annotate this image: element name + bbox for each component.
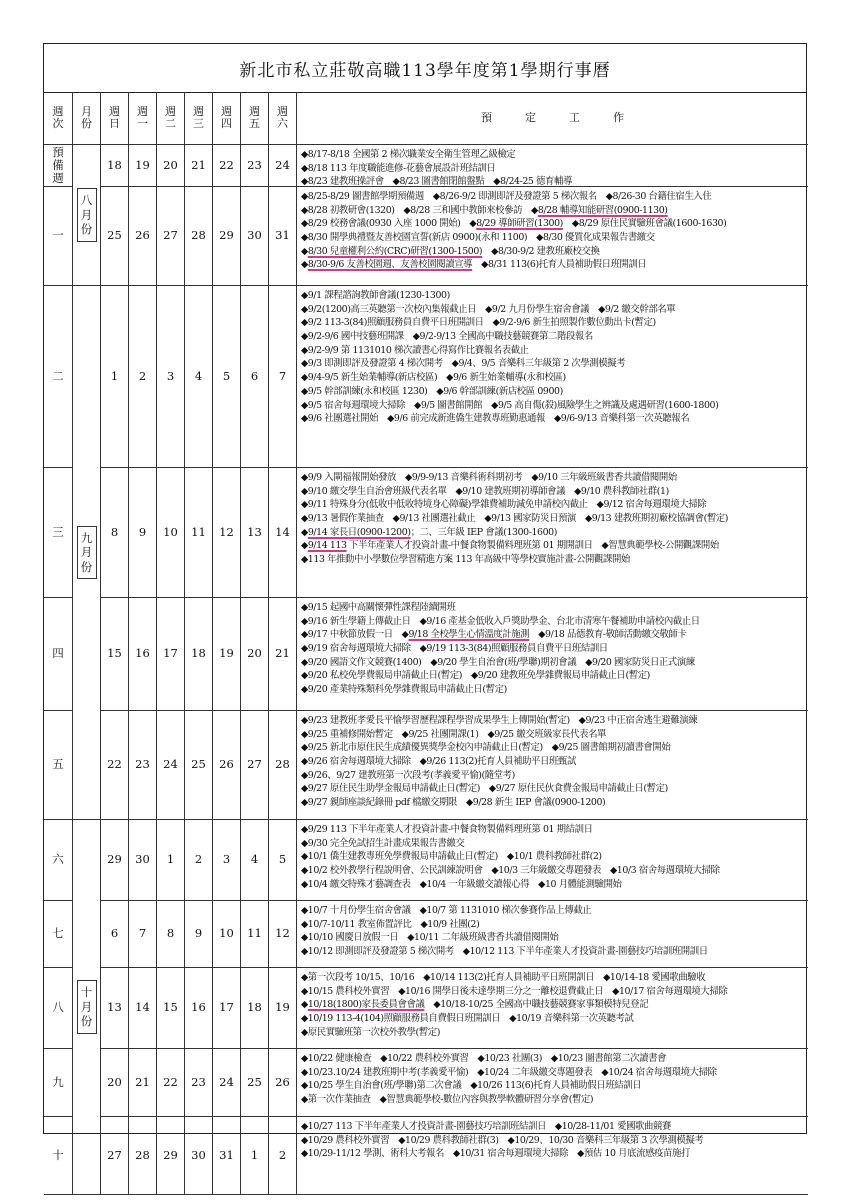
task-item: ◆第一次作業抽查 ◆智慧典範學校-數位內容與教學軟體研習分享會(暫定)	[301, 1094, 594, 1106]
task-item: ◆第一次段考 10/15、10/16 ◆10/14 113(2)托育人員補助平日班開訓日 ◆10/14-18 愛國歌曲驗收	[301, 972, 706, 983]
task-item: ◆8/23 建教班操評會 ◆8/23 圖書館閉館盤點 ◆8/24-25 德育輔導	[301, 176, 572, 187]
task-list	[297, 1049, 808, 1117]
week-number: 一	[44, 187, 73, 286]
task-item: ◆8/28 初教研會(1320) ◆8/28 三和國中教師來校參訪 ◆8/28 輔導知能研習(0900-1130)	[301, 204, 668, 216]
task-item: ◆10/19 113-4(104)照顧服務員自費假日班開訓日 ◆10/19 音樂科第一次英聽考試	[301, 1013, 634, 1025]
task-item: ◆10/25 學生自治會(班/學聯)第二次會議 ◆10/26 113(6)托育人員補助假日班結訓日	[301, 1080, 642, 1092]
task-list	[297, 711, 808, 820]
date-cell: 7	[129, 901, 157, 968]
task-item: ◆9/29 113 下半年產業人才投資計畫-中餐食物製備料理班第 01 期結訓日	[301, 824, 593, 835]
task-item: ◆9/25 重補修開始暫定 ◆9/25 社團開課(1) ◆9/25 繳交班級家長代表名單	[301, 728, 607, 740]
task-list	[297, 1117, 808, 1195]
date-cell: 19	[129, 145, 157, 187]
date-cell: 27	[241, 711, 269, 820]
task-item: ◆8/25-8/29 圖書館學期預備週 ◆8/26-9/2 即測即評及發證第 5 梯次報名 ◆8/26-30 台籍住宿生入住	[301, 191, 712, 202]
header-day: 週 日	[101, 92, 129, 145]
header-week: 週 次	[44, 92, 73, 145]
week-number: 三	[44, 468, 73, 598]
date-cell: 10	[157, 468, 185, 598]
date-cell: 19	[269, 968, 297, 1049]
date-cell: 30	[241, 187, 269, 286]
week-number: 五	[44, 711, 73, 820]
task-item: ◆9/25 新北市原住民生成績優異獎學金校內申請截止日(暫定) ◆9/25 圖書館期初讀書會開始	[301, 742, 671, 754]
task-item: ◆8/17-8/18 全國第 2 梯次職業安全衛生管理乙級檢定	[301, 149, 516, 160]
date-cell: 5	[213, 286, 241, 468]
date-cell: 25	[241, 1049, 269, 1117]
date-cell: 28	[129, 1117, 157, 1195]
task-item: ◆9/20 國語文作文競賽(1400) ◆9/20 學生自治會(班/學聯)期初會議 ◆9/20 國家防災日正式演練	[301, 656, 695, 668]
week-number: 預 備 週	[44, 145, 73, 187]
task-list	[297, 820, 808, 901]
date-cell: 17	[213, 968, 241, 1049]
date-cell: 21	[129, 1049, 157, 1117]
task-list	[297, 286, 808, 468]
date-cell: 20	[241, 598, 269, 711]
header-month: 月 份	[73, 92, 101, 145]
task-item: ◆9/6 社團選社開始 ◆9/6 前完成新進僑生建教專班勤惠通報 ◆9/6-9/13 音樂科第一次英聽報名	[301, 413, 690, 425]
header-day: 週 三	[185, 92, 213, 145]
date-cell: 28	[269, 711, 297, 820]
task-item: ◆9/14 113 下半年產業人才投資計畫-中餐食物製備料理班第 01 期開訓日 ◆智慧典範學校-公開觀課開始	[301, 540, 719, 552]
date-cell: 13	[101, 968, 129, 1049]
month-cell	[73, 286, 101, 820]
date-cell: 6	[241, 286, 269, 468]
header-day: 週 二	[157, 92, 185, 145]
page-title: 新北市私立莊敬高職113學年度第1學期行事曆	[44, 44, 806, 93]
week-number: 二	[44, 286, 73, 468]
date-cell: 7	[269, 286, 297, 468]
date-cell: 16	[129, 598, 157, 711]
task-item: ◆10/23.10/24 建教班期中考(孝義愛平愉) ◆10/24 二年級繳交專題發表 ◆10/24 宿舍每週環境大掃除	[301, 1066, 717, 1078]
date-cell: 26	[213, 711, 241, 820]
date-cell: 2	[269, 1117, 297, 1195]
task-item: ◆8/30 開學典禮暨友善校園宣誓(新店 0900)(永和 1100) ◆8/30 優質化成果報告書繳交	[301, 232, 655, 244]
date-cell: 26	[129, 187, 157, 286]
date-cell: 2	[185, 820, 213, 901]
task-item: ◆9/5 宿舍每週環境大掃除 ◆9/5 圖書館開館 ◆9/5 高自傷(殺)風險學生之辨識及處遇研習(1600-1800)	[301, 399, 719, 411]
task-item: ◆9/11 特殊身分(低收中低收特境身心障礙)學雜費補助減免申請校內截止 ◆9/12 宿舍每週環境大掃除	[301, 499, 707, 511]
date-cell: 9	[185, 901, 213, 968]
task-item: ◆9/2-9/6 國中技藝班開課 ◆9/2-9/13 全國高中職技藝競賽第二階段報名	[301, 331, 593, 343]
task-item: ◆9/17 中秋節放假一日 ◆9/18 全校學生心情溫度計施測 ◆9/18 品德教育-敬師活動繳交敬師卡	[301, 629, 687, 641]
date-cell: 3	[213, 820, 241, 901]
date-cell: 19	[213, 598, 241, 711]
task-list	[297, 187, 808, 286]
task-item: ◆8/30-9/6 友善校園週、友善校園閱讀宣導 ◆8/31 113(6)托育人員補助假日班開訓日	[301, 259, 647, 271]
task-item: ◆10/7-10/11 教室佈置評比 ◆10/9 社團(2)	[301, 918, 480, 930]
date-cell: 21	[269, 598, 297, 711]
date-cell: 17	[157, 598, 185, 711]
month-label: 九 月 份	[77, 526, 97, 579]
task-item: ◆9/20 產業特殊類科免學雜費報局申請截止日(暫定)	[301, 684, 507, 696]
task-item: ◆9/20 私校免學費報局申請截止日(暫定) ◆9/20 建教班免學雜費報局申請截止日(暫定)	[301, 670, 650, 682]
week-number: 八	[44, 968, 73, 1049]
date-cell: 11	[241, 901, 269, 968]
task-item: ◆10/10 國慶日放假一日 ◆10/11 二年級班級書香共讀借閱開始	[301, 932, 559, 944]
task-item: ◆10/29-11/12 學測、術科大考報名 ◆10/31 宿舍每週環境大掃除 ◆預估 10 月底流感疫苗施打	[301, 1148, 690, 1160]
date-cell: 23	[185, 1049, 213, 1117]
date-cell: 24	[269, 145, 297, 187]
task-item: ◆9/2(1200)高三英聽第一次校內集報截止日 ◆9/2 九月份學生宿舍會議 ◆9/2 繳交幹部名單	[301, 303, 676, 315]
task-item: ◆9/19 宿舍每週環境大掃除 ◆9/19 113-3(84)照顧服務員自費平日班結訓日	[301, 643, 608, 655]
date-cell: 27	[101, 1117, 129, 1195]
header-day: 週 五	[241, 92, 269, 145]
task-item: ◆原民實驗班第一次校外教學(暫定)	[301, 1026, 440, 1038]
month-cell	[73, 145, 101, 286]
week-number: 六	[44, 820, 73, 901]
task-item: ◆9/23 建教班孝愛長平愉學習歷程課程學習成果學生上傳開始(暫定) ◆9/23 中正宿舍逃生避難演練	[301, 715, 698, 726]
date-cell: 14	[269, 468, 297, 598]
date-cell: 16	[185, 968, 213, 1049]
task-item: ◆9/3 即測即評及發證第 4 梯次開考 ◆9/4、9/5 音樂科三年級第 2 次學測模擬考	[301, 358, 626, 370]
calendar-sheet	[43, 43, 807, 1162]
task-item: ◆8/18 113 年度職能進修-花藝會展設計班結訓日	[301, 162, 496, 174]
task-list	[297, 968, 808, 1049]
task-item: ◆9/15 起國中高關懷彈性課程陸續開班	[301, 602, 456, 613]
header-day: 週 四	[213, 92, 241, 145]
date-cell: 29	[157, 1117, 185, 1195]
task-item: ◆9/2-9/9 第 1131010 梯次讀書心得寫作比賽報名表截止	[301, 344, 529, 356]
task-item: ◆9/4-9/5 新生始業輔導(新店校區) ◆9/6 新生始業輔導(永和校區)	[301, 372, 566, 384]
week-number: 九	[44, 1049, 73, 1117]
date-cell: 1	[157, 820, 185, 901]
date-cell: 29	[213, 187, 241, 286]
week-number: 七	[44, 901, 73, 968]
date-cell: 22	[101, 711, 129, 820]
date-cell: 4	[241, 820, 269, 901]
date-cell: 24	[213, 1049, 241, 1117]
date-cell: 30	[185, 1117, 213, 1195]
date-cell: 25	[185, 711, 213, 820]
task-item: ◆9/5 幹部訓練(永和校區 1230) ◆9/6 幹部訓練(新店校區 0900)	[301, 385, 563, 397]
date-cell: 23	[241, 145, 269, 187]
task-list	[297, 901, 808, 968]
task-item: ◆10/27 113 下半年產業人才投資計畫-園藝技巧培訓班結訓日 ◆10/28-11/01 愛國歌曲競賽	[301, 1121, 671, 1132]
task-item: ◆9/14 家長日(0900-1200)；二、三年級 IEP 會議(1300-1600)	[301, 526, 557, 538]
header-day: 週 一	[129, 92, 157, 145]
date-cell: 11	[185, 468, 213, 598]
task-list	[297, 145, 808, 187]
date-cell: 20	[157, 145, 185, 187]
date-cell: 15	[157, 968, 185, 1049]
date-cell: 8	[101, 468, 129, 598]
month-label: 十 月 份	[77, 980, 97, 1033]
month-label: 八 月 份	[77, 188, 97, 241]
task-item: ◆10/15 農科校外實習 ◆10/16 開學日後未達學期三分之一離校退費截止日 ◆10/17 宿舍每週環境大掃除	[301, 985, 728, 997]
date-cell: 24	[157, 711, 185, 820]
task-item: ◆9/26、9/27 建教班第一次段考(孝義愛平愉)(隨堂考)	[301, 769, 515, 781]
date-cell: 29	[101, 820, 129, 901]
date-cell: 21	[185, 145, 213, 187]
date-cell: 18	[101, 145, 129, 187]
task-item: ◆9/13 暑假作業抽查 ◆9/13 社團選社截止 ◆9/13 國家防災日預演 ◆9/13 建教班期初廠校協調會(暫定)	[301, 513, 729, 525]
task-item: ◆9/27 原住民生助學金報局申請截止日(暫定) ◆9/27 原住民伙食費金報局申請截止日(暫定)	[301, 783, 668, 795]
date-cell: 12	[269, 901, 297, 968]
date-cell: 1	[101, 286, 129, 468]
task-item: ◆10/7 十月份學生宿舍會議 ◆10/7 第 1131010 梯次參賽作品上傳截止	[301, 905, 592, 916]
task-item: ◆9/10 繳交學生自治會班級代表名單 ◆9/10 建教班期初導師會議 ◆9/10 農科教師社群(1)	[301, 485, 669, 497]
task-item: ◆9/16 新生學籍上傳截止日 ◆9/16 產基金低收入戶獎助學金、台北市清寒午餐補助申請校內截止日	[301, 615, 700, 627]
task-list	[297, 598, 808, 711]
header-day: 週 六	[269, 92, 297, 145]
date-cell: 28	[185, 187, 213, 286]
date-cell: 2	[129, 286, 157, 468]
header-tasks: 預 定 工 作	[297, 92, 808, 145]
date-cell: 10	[213, 901, 241, 968]
date-cell: 25	[101, 187, 129, 286]
task-item: ◆10/12 即測即評及發證第 5 梯次開考 ◆10/12 113 下半年產業人才投資計畫-園藝技巧培訓班開訓日	[301, 946, 708, 958]
date-cell: 31	[213, 1117, 241, 1195]
task-item: ◆113 年推動中小學數位學習精進方案 113 年高級中等學校實施計畫-公開觀課開始	[301, 554, 630, 566]
date-cell: 5	[269, 820, 297, 901]
task-item: ◆10/1 僑生建教專班免學費報局申請截止日(暫定) ◆10/1 農科教師社群(2)	[301, 851, 602, 863]
date-cell: 8	[157, 901, 185, 968]
task-item: ◆10/22 健康檢查 ◆10/22 農科校外實習 ◆10/23 社團(3) ◆10/23 圖書館第二次讀書會	[301, 1053, 667, 1064]
date-cell: 12	[213, 468, 241, 598]
date-cell: 14	[129, 968, 157, 1049]
task-item: ◆9/9 入閘福報開始發放 ◆9/9-9/13 音樂科術科期初考 ◆9/10 三年級班級書香共讀借閱開始	[301, 472, 677, 483]
week-number: 十	[44, 1117, 73, 1195]
date-cell: 30	[129, 820, 157, 901]
task-item: ◆9/27 親師座談紀錄冊 pdf 檔繳交期限 ◆9/28 新生 IEP 會議(0900-1200)	[301, 797, 606, 809]
date-cell: 18	[185, 598, 213, 711]
task-item: ◆8/30 兒童權利公約(CRC)研習(1300-1500) ◆8/30-9/2 建教班廠校交換	[301, 245, 600, 257]
task-item: ◆10/18(1800)家長委員會會議 ◆10/18-10/25 全國高中職技藝競賽家事類模特兒登記	[301, 999, 649, 1011]
date-cell: 26	[269, 1049, 297, 1117]
task-item: ◆10/2 校外教學行程說明會、公民訓練說明會 ◆10/3 三年級繳交專題發表 ◆10/3 宿舍每週環境大掃除	[301, 865, 720, 877]
task-item: ◆10/4 繳交特殊才藝調查表 ◆10/4 一年級繳交讀報心得 ◆10 月體能測驗開始	[301, 878, 622, 890]
date-cell: 23	[129, 711, 157, 820]
task-item: ◆10/29 農科校外實習 ◆10/29 農科教師社群(3) ◆10/29、10/30 音樂科三年級第 3 次學測模擬考	[301, 1134, 704, 1146]
date-cell: 15	[101, 598, 129, 711]
month-cell	[73, 820, 101, 1195]
date-cell: 18	[241, 968, 269, 1049]
date-cell: 6	[101, 901, 129, 968]
date-cell: 31	[269, 187, 297, 286]
task-item: ◆9/2 113-3(84)照顧服務員自費平日班開訓日 ◆9/2-9/6 新生拍照製作數位動出卡(暫定)	[301, 317, 656, 329]
date-cell: 27	[157, 187, 185, 286]
date-cell: 3	[157, 286, 185, 468]
date-cell: 20	[101, 1049, 129, 1117]
task-item: ◆9/26 宿舍每週環境大掃除 ◆9/26 113(2)托育人員補助平日班甄試	[301, 756, 576, 768]
date-cell: 13	[241, 468, 269, 598]
date-cell: 22	[157, 1049, 185, 1117]
task-item: ◆9/30 完全免試招生計畫成果報告書繳交	[301, 837, 465, 849]
date-cell: 1	[241, 1117, 269, 1195]
date-cell: 22	[213, 145, 241, 187]
week-number: 四	[44, 598, 73, 711]
date-cell: 4	[185, 286, 213, 468]
task-list	[297, 468, 808, 598]
date-cell: 9	[129, 468, 157, 598]
task-item: ◆8/29 校務會議(0930 入座 1000 開始) ◆8/29 導師研習(1300) ◆8/29 原住民實驗班會議(1600-1630)	[301, 218, 727, 230]
task-item: ◆9/1 課程諮詢教師會議(1230-1300)	[301, 290, 450, 301]
